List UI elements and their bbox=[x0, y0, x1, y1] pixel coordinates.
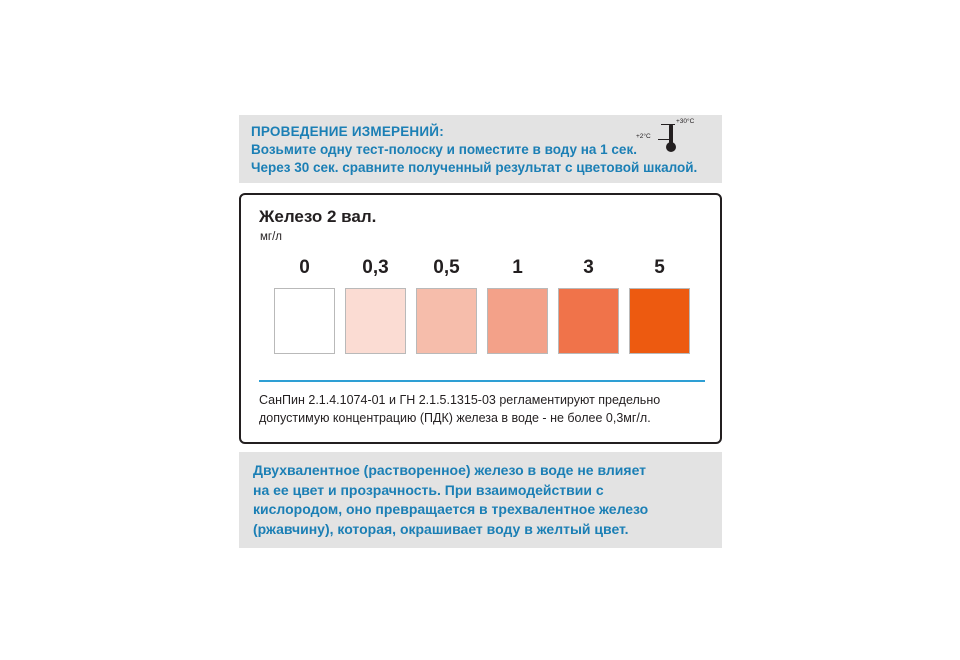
regulation-note bbox=[259, 391, 709, 427]
swatch-color bbox=[274, 288, 335, 354]
swatch-item bbox=[274, 257, 335, 354]
instructions-title: ПРОВЕДЕНИЕ ИЗМЕРЕНИЙ: bbox=[251, 124, 444, 139]
thermometer-bulb bbox=[666, 142, 676, 152]
swatch-color bbox=[345, 288, 406, 354]
instructions-line-1: Возьмите одну тест-полоску и поместите в воду на 1 сек. bbox=[251, 142, 637, 157]
swatch-color bbox=[416, 288, 477, 354]
thermometer-tick-low bbox=[658, 139, 669, 140]
card-unit-label: мг/л bbox=[260, 231, 283, 243]
description-line-4: (ржавчину), которая, окрашивает воду в желтый цвет. bbox=[253, 520, 629, 537]
description-line-1: Двухвалентное (растворенное) железо в воде не влияет bbox=[253, 462, 647, 478]
swatch-item bbox=[416, 257, 477, 354]
swatch-item bbox=[487, 257, 548, 354]
description-line-3: кислородом, оно превращается в трехвалентное железо bbox=[253, 501, 649, 517]
swatch-color bbox=[558, 288, 619, 354]
swatch-value-label: 0,3 bbox=[362, 257, 389, 278]
swatch-value-label: 0,5 bbox=[433, 257, 460, 278]
instructions-panel bbox=[239, 115, 722, 183]
regulation-note-line-2: допустимую концентрацию (ПДК) железа в воде - не более 0,3мг/л. bbox=[259, 411, 651, 425]
swatch-value-label: 5 bbox=[654, 257, 665, 278]
swatch-item bbox=[558, 257, 619, 354]
regulation-note-line-1: СанПин 2.1.4.1074-01 и ГН 2.1.5.1315-03 регламентируют предельно bbox=[259, 393, 661, 407]
thermometer-low-label: +2°C bbox=[636, 133, 651, 140]
color-scale-card bbox=[239, 193, 722, 444]
card-title: Железо 2 вал. bbox=[259, 207, 377, 226]
swatch-value-label: 1 bbox=[512, 257, 523, 278]
thermometer-icon bbox=[636, 118, 708, 155]
swatch-value-label: 0 bbox=[299, 257, 310, 278]
divider bbox=[259, 380, 705, 382]
instructions-line-2: Через 30 сек. сравните полученный результат с цветовой шкалой. bbox=[251, 160, 698, 175]
description-panel bbox=[239, 452, 722, 548]
swatch-item bbox=[629, 257, 690, 354]
swatch-item bbox=[345, 257, 406, 354]
color-scale-row bbox=[274, 257, 694, 354]
description-line-2: на ее цвет и прозрачность. При взаимодействии с bbox=[253, 481, 604, 498]
swatch-color bbox=[487, 288, 548, 354]
thermometer-high-label: +30°C bbox=[676, 118, 695, 125]
swatch-value-label: 3 bbox=[583, 257, 594, 278]
swatch-color bbox=[629, 288, 690, 354]
